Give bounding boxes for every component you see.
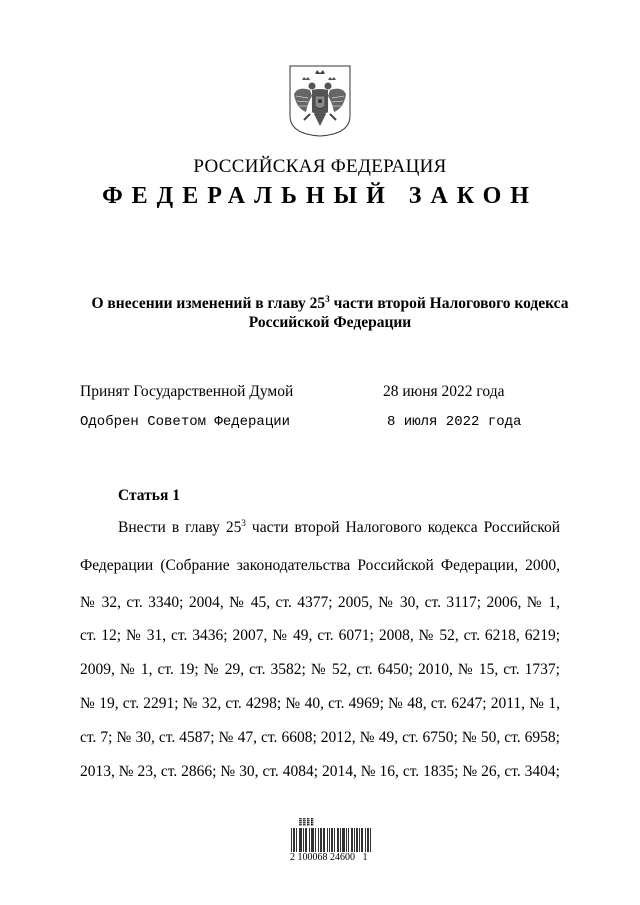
- article-line: № 19, ст. 2291; № 32, ст. 4298; № 40, ст. 4969; № 48, ст. 6247; 2011, № 1,: [80, 695, 560, 712]
- article-line: № 32, ст. 3340; 2004, № 45, ст. 4377; 2005, № 30, ст. 3117; 2006, № 1,: [80, 594, 560, 611]
- barcode-number: 2 100068 24600 1: [290, 852, 368, 863]
- article-line: Федерации (Собрание законодательства Российской Федерации, 2000,: [80, 557, 560, 574]
- article-first-line-sup: 3: [241, 518, 246, 528]
- article-line: ст. 12; № 31, ст. 3436; 2007, № 49, ст. 6071; 2008, № 52, ст. 6218, 6219;: [80, 627, 560, 644]
- document-type: ФЕДЕРАЛЬНЫЙ ЗАКОН: [102, 183, 538, 209]
- article-line: 2013, № 23, ст. 2866; № 30, ст. 4084; 2014, № 16, ст. 1835; № 26, ст. 3404;: [80, 763, 560, 780]
- law-title-part2: части второй Налогового кодекса: [329, 295, 569, 313]
- law-title-line2: Российской Федерации: [248, 314, 412, 332]
- country-name: РОССИЙСКАЯ ФЕДЕРАЦИЯ: [193, 156, 447, 177]
- article-first-line: [118, 518, 560, 537]
- article-first-line-a: Внести в главу 25: [118, 519, 242, 537]
- law-title: [80, 290, 580, 332]
- article-heading: Статья 1: [118, 487, 180, 504]
- law-title-part1: О внесении изменений в главу 25: [91, 295, 326, 313]
- barcode-icon: [290, 816, 372, 856]
- article-line: ст. 7; № 30, ст. 4587; № 47, ст. 6608; 2012, № 49, ст. 6750; № 50, ст. 6958;: [80, 729, 560, 746]
- duma-adoption-date: 28 июня 2022 года: [383, 383, 505, 400]
- council-approval-label: Одобрен Советом Федерации: [80, 414, 291, 430]
- council-approval-date: 8 июля 2022 года: [387, 414, 522, 430]
- law-title-superscript: 3: [325, 294, 330, 304]
- duma-adoption-label: Принят Государственной Думой: [80, 383, 294, 400]
- coat-of-arms-icon: [288, 64, 352, 138]
- article-line: 2009, № 1, ст. 19; № 29, ст. 3582; № 52, ст. 6450; 2010, № 15, ст. 1737;: [80, 661, 560, 678]
- article-first-line-b: части второй Налогового кодекса Российской: [245, 519, 560, 537]
